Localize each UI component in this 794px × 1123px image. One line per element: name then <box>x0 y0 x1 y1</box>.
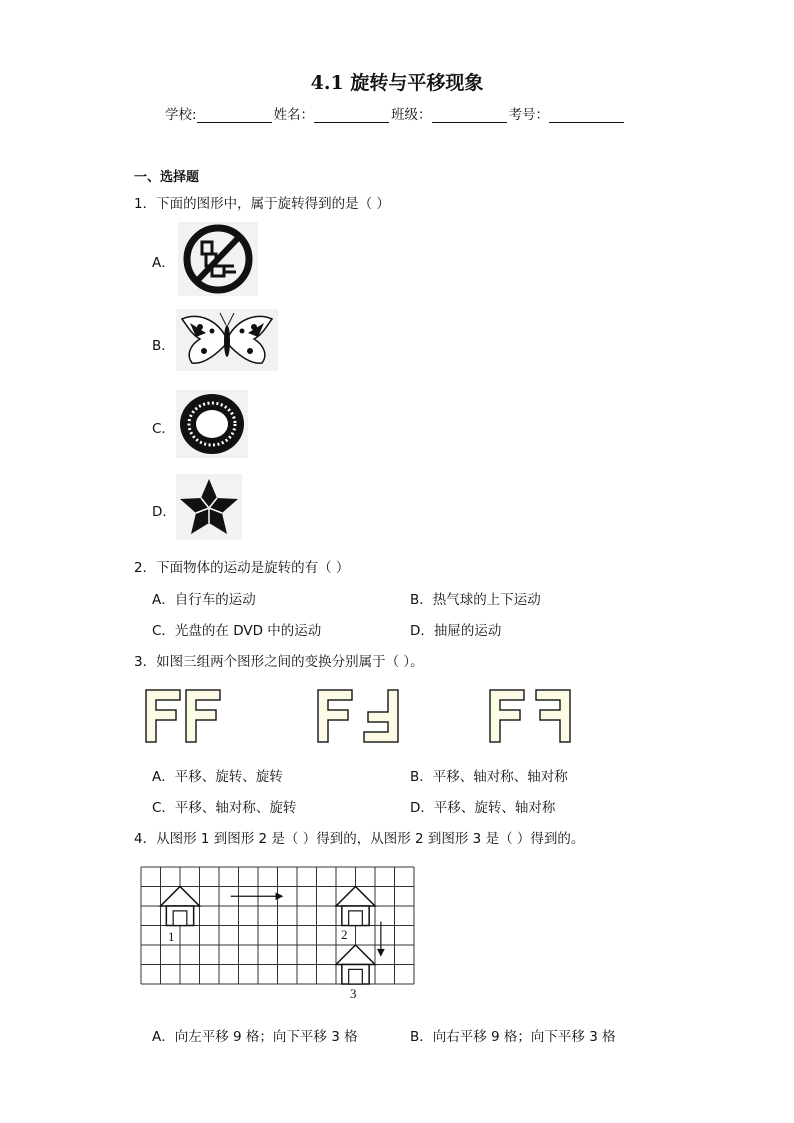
house-3-roof <box>336 945 375 965</box>
q3-stem: 3．如图三组两个图形之间的变换分别属于（ ）。 <box>134 654 424 670</box>
no-ladder-sign-icon <box>178 222 258 296</box>
arrow-down-head <box>377 949 385 957</box>
q2-option-b: B．热气球的上下运动 <box>410 592 541 608</box>
q2-option-d: D．抽屉的运动 <box>410 623 502 639</box>
house-2-roof <box>336 887 375 907</box>
q2-option-c: C．光盘的在 DVD 中的运动 <box>152 623 322 639</box>
q4-option-a: A．向左平移 9 格；向下平移 3 格 <box>152 1029 358 1045</box>
house-1-door <box>173 911 187 926</box>
page-title: 4.1 旋转与平移现象 <box>310 72 484 94</box>
q1-option-d-label: D． <box>152 504 176 520</box>
pinwheel-star-icon <box>176 474 242 540</box>
figure-f-1 <box>146 690 180 742</box>
house-2-door <box>349 911 363 926</box>
q3-option-c: C．平移、轴对称、旋转 <box>152 800 297 816</box>
q4-stem: 4．从图形 1 到图形 2 是（ ）得到的，从图形 2 到图形 3 是（ ）得到的。 <box>134 831 585 847</box>
q1-option-c-label: C． <box>152 421 175 437</box>
student-info-line <box>165 103 626 123</box>
name-label: 姓名： <box>273 107 315 123</box>
arrow-right-head <box>276 892 284 900</box>
q3-option-d: D．平移、旋转、轴对称 <box>410 800 556 816</box>
q1-option-a-label: A． <box>152 255 175 271</box>
section-heading: 一、选择题 <box>134 170 200 185</box>
q1-stem: 1．下面的图形中，属于旋转得到的是（ ） <box>134 196 390 212</box>
house-1-roof <box>161 887 200 907</box>
q1-option-b-label: B． <box>152 338 175 354</box>
q2-stem: 2．下面物体的运动是旋转的有（ ） <box>134 560 350 576</box>
butterfly-icon <box>176 309 278 371</box>
transform-figures <box>140 686 580 746</box>
exam-no-blank[interactable] <box>549 108 624 123</box>
class-label: 班级： <box>391 107 432 123</box>
q4-option-b: B．向右平移 9 格；向下平移 3 格 <box>410 1029 616 1045</box>
q2-option-a: A．自行车的运动 <box>152 592 256 608</box>
translation-grid <box>140 866 416 986</box>
class-blank[interactable] <box>432 108 507 123</box>
figure-f-rotated <box>364 690 398 742</box>
figure-label-1: 1 <box>168 929 175 944</box>
house-3-door <box>349 969 363 984</box>
school-label: 学校: <box>165 107 197 123</box>
figure-f-4 <box>490 690 524 742</box>
q3-option-b: B．平移、轴对称、轴对称 <box>410 769 568 785</box>
name-blank[interactable] <box>314 108 389 123</box>
exam-no-label: 考号： <box>508 107 550 123</box>
figure-f-3 <box>318 690 352 742</box>
figure-label-3: 3 <box>350 986 357 1001</box>
figure-label-2: 2 <box>341 927 348 942</box>
school-blank[interactable] <box>197 108 272 123</box>
gear-ring-icon <box>176 390 248 458</box>
q3-option-a: A．平移、旋转、旋转 <box>152 769 283 785</box>
figure-f-mirrored <box>536 690 570 742</box>
figure-f-2 <box>186 690 220 742</box>
